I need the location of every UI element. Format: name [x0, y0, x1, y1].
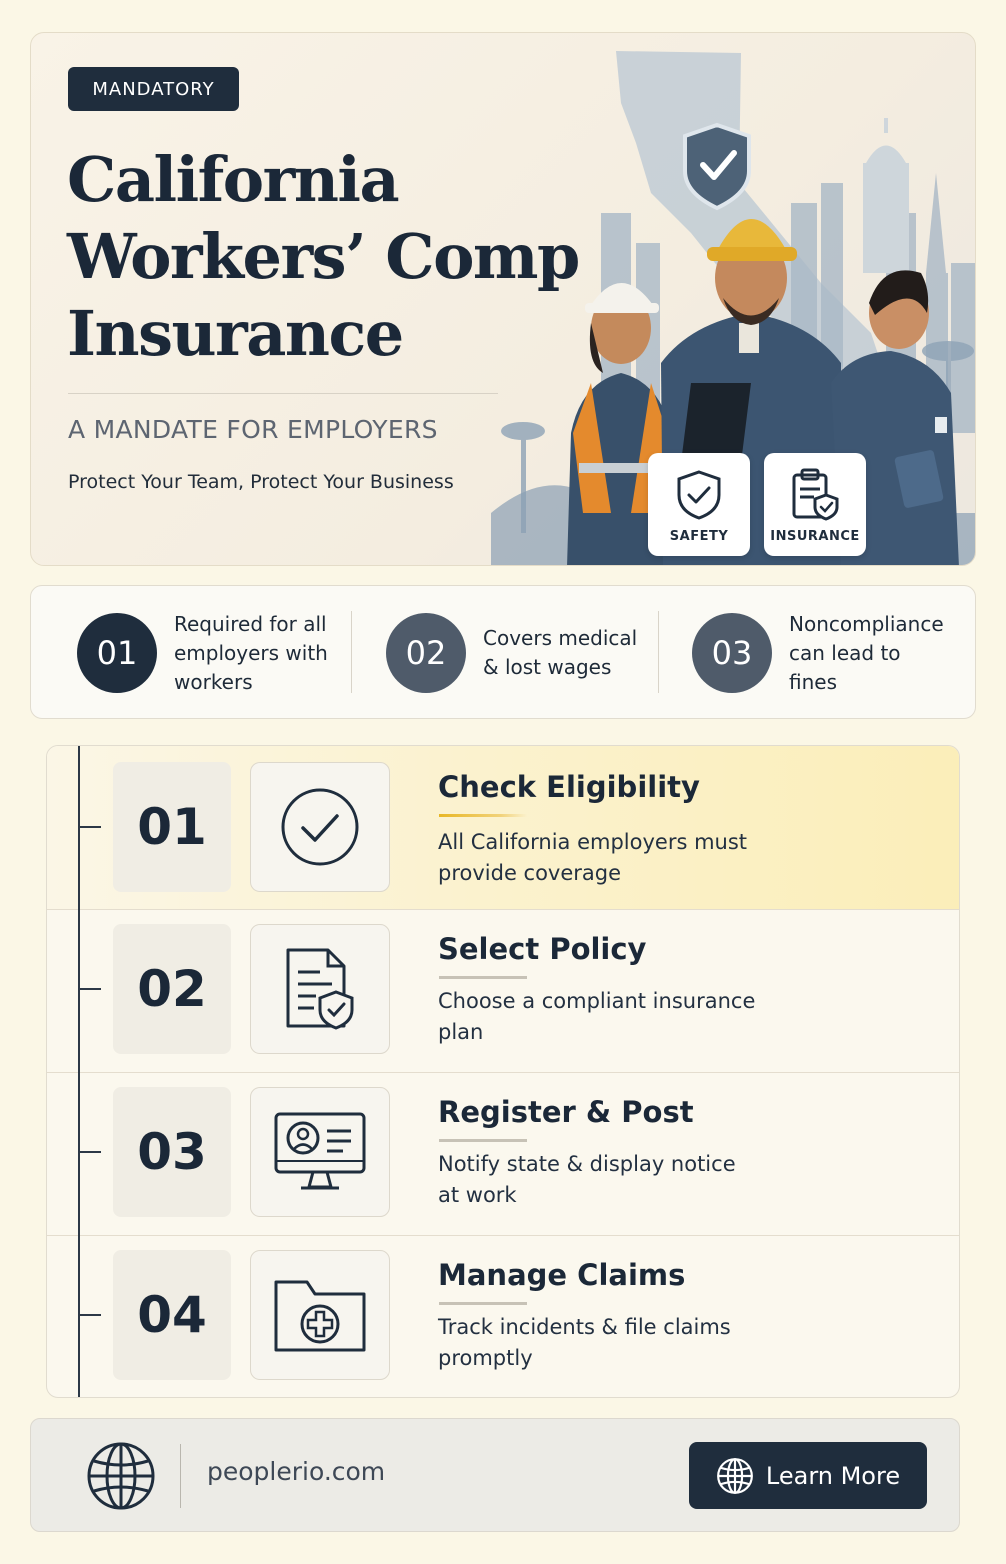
- timeline-tick: [79, 1151, 101, 1153]
- title-line-2: Workers’ Comp: [67, 220, 579, 293]
- step-number: 04: [113, 1250, 231, 1380]
- mandatory-badge: MANDATORY: [68, 67, 239, 111]
- step-manage-claims: [47, 1236, 960, 1398]
- shield-check-icon: [675, 469, 723, 521]
- key-facts-bar: [30, 585, 976, 719]
- fact-number: 02: [386, 613, 466, 693]
- fact-item: [77, 586, 334, 720]
- hero-divider: [68, 393, 498, 394]
- insurance-card: [764, 453, 866, 556]
- step-description: Choose a compliant insurance plan: [438, 989, 756, 1044]
- learn-more-label: Learn More: [765, 1461, 901, 1490]
- fact-text: Required for all employers with workers: [174, 611, 328, 694]
- fact-item: [692, 586, 949, 720]
- hero-tagline: Protect Your Team, Protect Your Business: [68, 471, 454, 493]
- step-number: 01: [113, 762, 231, 892]
- insurance-card-label: INSURANCE: [770, 529, 860, 544]
- step-title-underline: [439, 1139, 527, 1142]
- step-title-underline: [439, 1302, 527, 1305]
- step-title-underline: [439, 814, 527, 817]
- step-number: 02: [113, 924, 231, 1054]
- safety-card: [648, 453, 750, 556]
- fact-number: 03: [692, 613, 772, 693]
- document-shield-icon: [284, 946, 356, 1032]
- check-circle-icon: [279, 786, 361, 868]
- step-select-policy: [47, 910, 960, 1073]
- step-title: Register & Post: [438, 1095, 694, 1129]
- title-line-3: Insurance: [67, 297, 403, 370]
- step-title: Manage Claims: [438, 1258, 686, 1292]
- hero-subtitle: A MANDATE FOR EMPLOYERS: [68, 415, 438, 444]
- timeline-tick: [79, 988, 101, 990]
- website-link[interactable]: peoplerio.com: [207, 1457, 386, 1486]
- timeline-tick: [79, 1314, 101, 1316]
- footer-divider: [180, 1444, 181, 1508]
- step-check-eligibility: [47, 746, 960, 909]
- step-icon-box: [250, 1087, 390, 1217]
- step-icon-box: [250, 924, 390, 1054]
- learn-more-button[interactable]: [689, 1442, 927, 1509]
- monitor-profile-icon: [273, 1111, 367, 1193]
- steps-list: [46, 745, 960, 1398]
- step-register-post: [47, 1073, 960, 1236]
- clipboard-shield-icon: [790, 467, 840, 521]
- step-title-underline: [439, 976, 527, 979]
- step-title: Check Eligibility: [438, 770, 700, 804]
- step-icon-box: [250, 1250, 390, 1380]
- shield-check-illustration-icon: [685, 125, 749, 208]
- fact-item: [386, 586, 643, 720]
- fact-number: 01: [77, 613, 157, 693]
- step-description: Notify state & display notice at work: [438, 1152, 736, 1207]
- hero-banner: [30, 32, 976, 566]
- step-icon-box: [250, 762, 390, 892]
- step-description: Track incidents & file claims promptly: [438, 1315, 731, 1370]
- timeline-tick: [79, 826, 101, 828]
- title-line-1: California: [67, 143, 399, 216]
- fact-text: Covers medical & lost wages: [483, 626, 638, 679]
- footer-bar: [30, 1418, 960, 1532]
- fact-text: Noncompliance can lead to fines: [789, 611, 944, 694]
- step-description: All California employers must provide coverage: [438, 830, 748, 885]
- globe-button-icon: [716, 1457, 754, 1495]
- folder-medical-icon: [273, 1274, 367, 1356]
- step-number: 03: [113, 1087, 231, 1217]
- fact-divider: [351, 611, 352, 693]
- timeline-line: [78, 746, 80, 1398]
- safety-card-label: SAFETY: [669, 529, 729, 544]
- fact-divider: [658, 611, 659, 693]
- globe-icon: [86, 1441, 156, 1511]
- step-title: Select Policy: [438, 932, 647, 966]
